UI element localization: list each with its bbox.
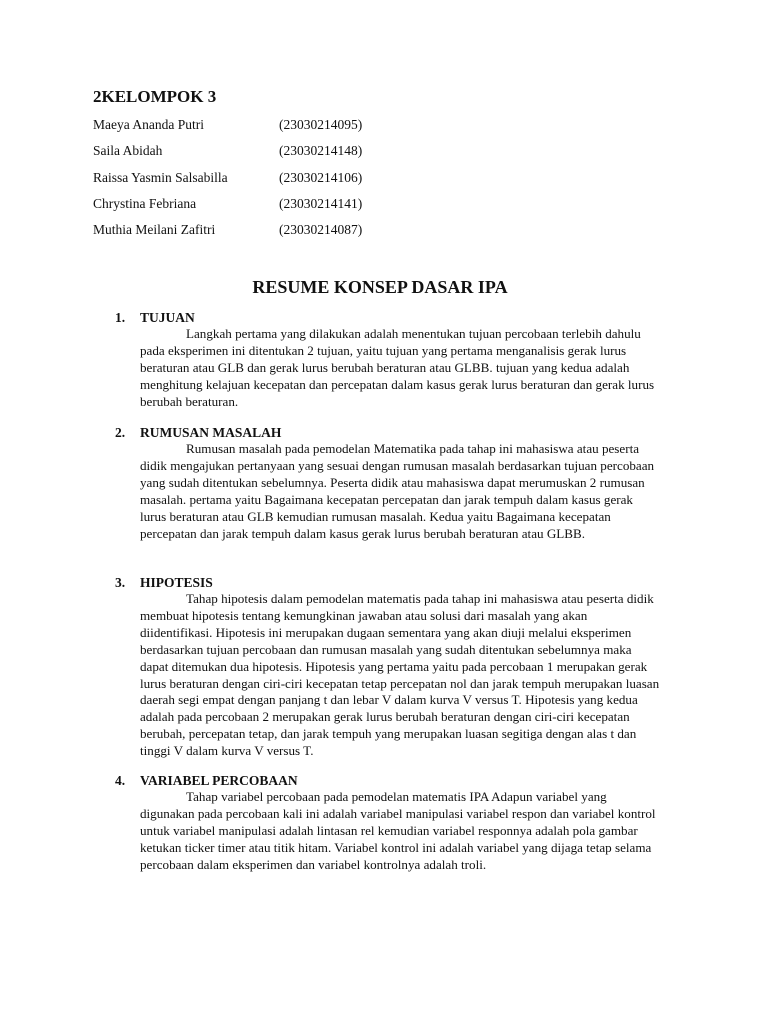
member-id: (23030214141) xyxy=(279,195,363,211)
section-title: RUMUSAN MASALAH xyxy=(140,425,282,440)
group-title: 2KELOMPOK 3 xyxy=(93,87,217,106)
section-hipotesis xyxy=(115,575,665,760)
member-name: Raissa Yasmin Salsabilla xyxy=(93,169,228,185)
document-title: RESUME KONSEP DASAR IPA xyxy=(252,277,508,297)
member-id: (23030214106) xyxy=(279,169,363,185)
section-number: 3. xyxy=(115,575,126,590)
member-id: (23030214095) xyxy=(279,117,363,132)
section-title: VARIABEL PERCOBAAN xyxy=(140,773,298,788)
section-rumusan-masalah xyxy=(115,425,665,542)
section-title: TUJUAN xyxy=(140,310,195,325)
section-heading xyxy=(115,425,665,441)
section-paragraph: Langkah pertama yang dilakukan adalah menentukan tujuan percobaan terlebih dahulu pada eksperimen ini ditentukan 2 tujuan, yaitu tujuan yang pertama menganalisis gerak lurus beraturan atau GLB dan gerak lurus berubah beraturan atau GLBB. tujuan yang kedua adalah menghitung kelajuan kecepatan dan percepatan dalam kasus gerak lurus beraturan dan gerak lurus berubah beraturan. xyxy=(140,326,655,409)
section-number: 4. xyxy=(115,773,126,788)
member-name: Maeya Ananda Putri xyxy=(93,117,204,132)
section-title: HIPOTESIS xyxy=(140,575,213,590)
member-name: Muthia Meilani Zafitri xyxy=(93,222,216,238)
section-heading xyxy=(115,310,665,326)
section-tujuan xyxy=(115,310,665,411)
section-heading xyxy=(115,773,665,789)
section-heading xyxy=(115,575,665,591)
section-number: 2. xyxy=(115,425,126,440)
section-variabel-percobaan xyxy=(115,773,665,874)
section-paragraph: Rumusan masalah pada pemodelan Matematika pada tahap ini mahasiswa atau peserta didik mengajukan pertanyaan yang sesuai dengan rumusan masalah berdasarkan tujuan percobaan yang sudah ditentukan sebelumnya. Peserta didik atau mahasiswa dapat merumuskan 2 rumusan masalah. pertama yaitu Bagaimana kecepatan percepatan dan jarak tempuh dalam kasus gerak lurus beraturan atau GLB kemudian rumusan masalah. Kedua yaitu Bagaimana kecepatan percepatan dan jarak tempuh dalam kasus gerak lurus berubah beraturan atau GLBB. xyxy=(140,441,655,541)
section-paragraph: Tahap hipotesis dalam pemodelan matematis pada tahap ini mahasiswa atau peserta didik membuat hipotesis tentang kemungkinan jawaban atau solusi dari masalah yang akan diidentifikasi. Hipotesis ini merupakan dugaan sementara yang akan diuji melalui eksperimen berdasarkan tujuan percobaan dan rumusan masalah yang sudah ditentukan sebelumnya maka dapat ditemukan dua hipotesis. Hipotesis yang pertama yaitu pada percobaan 1 merupakan gerak lurus beraturan dengan ciri-ciri kecepatan tetap percepatan nol dan jarak tempuh merupakan luasan daerah segi empat dengan panjang t dan lebar V dalam kurva V versus T. Hipotesis yang kedua adalah pada percobaan 2 merupakan gerak lurus berubah beraturan dengan ciri-ciri kecepatan berubah, percepatan tetap, dan jarak tempuh yang merupakan luasan segitiga dengan alas t dan tinggi V dalam kurva V versus T. xyxy=(140,591,660,759)
member-id: (23030214087) xyxy=(279,222,363,238)
section-number: 1. xyxy=(115,310,126,325)
section-paragraph: Tahap variabel percobaan pada pemodelan matematis IPA Adapun variabel yang digunakan pada percobaan kali ini adalah variabel manipulasi variabel respon dan variabel kontrol untuk variabel manipulasi adalah lintasan rel kemudian variabel responnya adalah pola gambar ketukan ticker timer atau titik hitam. Variabel kontrol ini adalah variabel yang dijaga tetap selama percobaan dalam eksperimen dan variabel kontrolnya adalah troli. xyxy=(140,789,656,872)
member-id: (23030214148) xyxy=(279,143,363,159)
member-name: Saila Abidah xyxy=(93,143,163,159)
member-name: Chrystina Febriana xyxy=(93,195,197,211)
